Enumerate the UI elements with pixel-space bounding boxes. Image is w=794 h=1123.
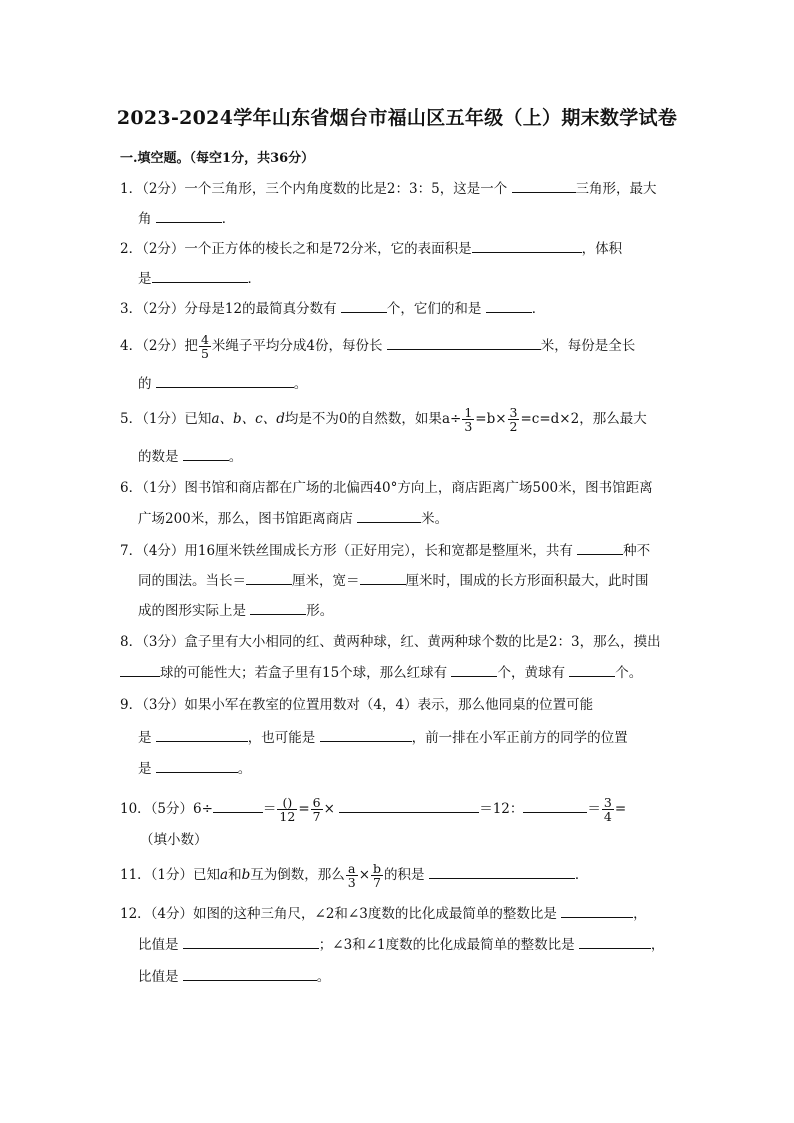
question-12-line-2: 比值是 ；∠3和∠1度数的比化成最简单的整数比是 ， bbox=[138, 934, 664, 955]
page-title: 2023-2024学年山东省烟台市福山区五年级（上）期末数学试卷 bbox=[116, 107, 678, 129]
question-12-line-1: 12．（4分）如图的这种三角尺，∠2和∠3度数的比化成最简单的整数比是 ， bbox=[120, 903, 647, 924]
answer-blank[interactable] bbox=[339, 798, 479, 813]
answer-blank[interactable] bbox=[183, 446, 229, 461]
answer-blank[interactable] bbox=[320, 727, 412, 742]
answer-blank[interactable] bbox=[183, 966, 317, 981]
answer-blank[interactable] bbox=[451, 662, 497, 677]
question-12-line-3: 比值是 。 bbox=[138, 966, 330, 987]
answer-blank[interactable] bbox=[387, 335, 541, 350]
question-5-line-2: 的数是 。 bbox=[138, 446, 242, 467]
question-2-line-2: 是 ． bbox=[138, 268, 261, 289]
answer-blank[interactable] bbox=[156, 727, 248, 742]
answer-blank[interactable] bbox=[152, 268, 248, 283]
question-9-line-2: 是 ，也可能是 ，前一排在小军正前方的同学的位置 bbox=[138, 727, 628, 748]
fraction: $\frac{6}{7}$ bbox=[312, 795, 321, 824]
answer-blank[interactable] bbox=[523, 798, 587, 813]
question-7-line-3: 成的图形实际上是 形。 bbox=[138, 600, 333, 621]
answer-blank[interactable] bbox=[120, 662, 160, 677]
question-10-note: （填小数） bbox=[140, 832, 208, 848]
question-10: 10．（5分）6÷ ＝ $\frac{()}{12}$ = $\frac{6}{7}$ × ＝12： ＝ $\frac{3}{4}$ = bbox=[120, 795, 627, 824]
answer-blank[interactable] bbox=[213, 798, 263, 813]
question-8-line-2: 球的可能性大；若盒子里有15个球，那么红球有 个，黄球有 个。 bbox=[120, 662, 642, 683]
answer-blank[interactable] bbox=[512, 178, 576, 193]
question-2-line-1: 2．（2分）一个正方体的棱长之和是72分米，它的表面积是 ，体积 bbox=[120, 238, 622, 259]
answer-blank[interactable] bbox=[341, 298, 387, 313]
question-7-line-1: 7．（4分）用16厘米铁丝围成长方形（正好用完），长和宽都是整厘米，共有 种不 bbox=[120, 540, 650, 561]
answer-blank[interactable] bbox=[156, 758, 238, 773]
answer-blank[interactable] bbox=[429, 864, 575, 879]
question-7-line-2: 同的围法。当长＝ 厘米，宽＝ 厘米时，围成的长方形面积最大，此时围 bbox=[138, 570, 649, 591]
answer-blank[interactable] bbox=[250, 600, 306, 615]
answer-blank[interactable] bbox=[360, 570, 406, 585]
question-9-line-1: 9．（3分）如果小军在教室的位置用数对（4，4）表示，那么他同桌的位置可能 bbox=[120, 697, 594, 713]
question-1-line-2: 角 ． bbox=[138, 208, 235, 229]
fraction: $\frac{a}{3}$ bbox=[347, 861, 356, 890]
answer-blank[interactable] bbox=[156, 208, 222, 223]
answer-blank[interactable] bbox=[579, 934, 651, 949]
answer-blank[interactable] bbox=[156, 373, 294, 388]
fraction: $\frac{()}{12}$ bbox=[279, 795, 296, 824]
section-heading: 一.填空题。（每空1分，共36分） bbox=[120, 151, 315, 166]
answer-blank[interactable] bbox=[569, 662, 615, 677]
fraction: $\frac{b}{7}$ bbox=[373, 861, 382, 890]
fraction: $\frac{3}{4}$ bbox=[603, 795, 612, 824]
answer-blank[interactable] bbox=[357, 508, 421, 523]
question-4-line-2: 的 。 bbox=[138, 373, 307, 394]
question-11: 11．（1分）已知a和b互为倒数，那么 $\frac{a}{3}$ × $\frac{b}{7}$ 的积是 ． bbox=[120, 861, 589, 890]
question-5-line-1: 5．（1分）已知a、b、c、d均是不为0的自然数，如果a÷ $\frac{1}{3}$ =b× $\frac{3}{2}$ =c=d×2，那么最大 bbox=[120, 405, 647, 434]
question-4-line-1: 4．（2分）把 $\frac{4}{5}$ 米绳子平均分成4份，每份长 米，每份是全长 bbox=[120, 332, 636, 361]
answer-blank[interactable] bbox=[486, 298, 532, 313]
fraction: $\frac{4}{5}$ bbox=[200, 332, 209, 361]
question-9-line-3: 是 。 bbox=[138, 758, 251, 779]
answer-blank[interactable] bbox=[561, 903, 633, 918]
question-1-line-1: 1．（2分）一个三角形，三个内角度数的比是2：3：5，这是一个 三角形，最大 bbox=[120, 178, 657, 199]
answer-blank[interactable] bbox=[472, 238, 582, 253]
answer-blank[interactable] bbox=[246, 570, 292, 585]
fraction: $\frac{1}{3}$ bbox=[464, 405, 473, 434]
answer-blank[interactable] bbox=[577, 540, 623, 555]
question-3: 3．（2分）分母是12的最简真分数有 个，它们的和是 ． bbox=[120, 298, 545, 319]
question-8-line-1: 8．（3分）盒子里有大小相同的红、黄两种球，红、黄两种球个数的比是2：3，那么，摸出 bbox=[120, 634, 661, 650]
question-6-line-1: 6．（1分）图书馆和商店都在广场的北偏西40°方向上，商店距离广场500米，图书馆距离 bbox=[120, 480, 653, 496]
fraction: $\frac{3}{2}$ bbox=[509, 405, 518, 434]
answer-blank[interactable] bbox=[183, 934, 319, 949]
question-6-line-2: 广场200米，那么，图书馆距离商店 米。 bbox=[138, 508, 448, 529]
